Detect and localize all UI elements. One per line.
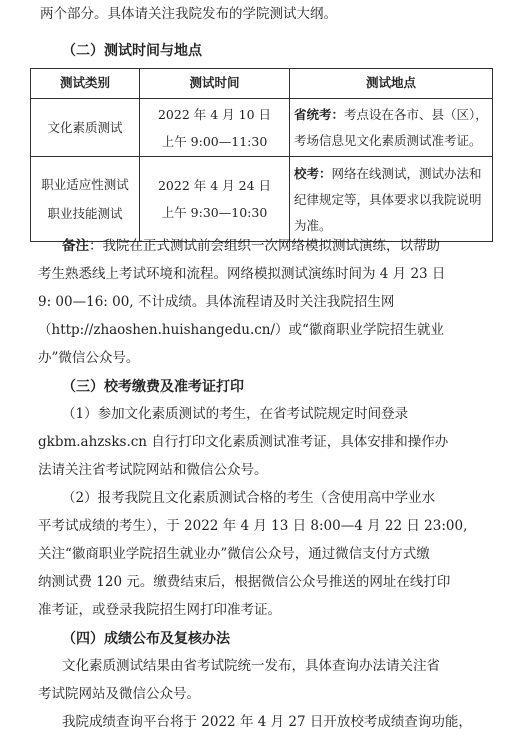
- header-test-time: 测试时间: [140, 69, 290, 99]
- s3-para2-line-4: 纳测试费 120 元。缴费结束后，根据微信公众号推送的网址在线打印: [38, 574, 451, 590]
- schedule-table: [30, 68, 493, 242]
- note-line-2: 考生熟悉线上考试环境和流程。网络模拟测试演练时间为 4 月 23 日: [38, 266, 446, 282]
- row-2-type: [31, 157, 140, 242]
- section-3-heading: （三）校考缴费及准考证打印: [62, 379, 244, 395]
- row-2-location: [290, 157, 493, 242]
- note-text: ：我院在正式测试前会组织一次网络模拟测试演练，以帮助: [89, 238, 440, 254]
- note-line-5: 办”微信公众号。: [38, 350, 140, 366]
- table-row: [31, 157, 493, 242]
- header-test-location: 测试地点: [290, 69, 493, 99]
- row-1-location: [290, 99, 493, 157]
- row-2-time: [140, 157, 290, 242]
- s3-para1-line-1: （1）参加文化素质测试的考生，在省考试院规定时间登录: [62, 406, 409, 422]
- s3-para1-line-2: gkbm.ahzsks.cn 自行打印文化素质测试准考证，具体安排和操作办: [38, 434, 449, 450]
- s4-para1-line-2: 考试院网站及微信公众号。: [38, 686, 200, 702]
- row-1-time: [140, 99, 290, 157]
- location-label: 省统考：: [294, 107, 345, 122]
- time-range: 上午 9:30—10:30: [161, 205, 268, 220]
- table-header-row: [31, 69, 493, 99]
- location-label: 校考：: [294, 165, 332, 181]
- s4-para1-line-1: 文化素质测试结果由省考试院统一发布，具体查询办法请关注省: [62, 658, 440, 674]
- time-range: 上午 9:00—11:30: [161, 133, 268, 149]
- s3-para2-line-1: （2）报考我院且文化素质测试合格的考生（含使用高中学业水: [62, 490, 436, 506]
- s3-para2-line-3: 关注“徽商职业学院招生就业办”微信公众号，通过微信支付方式缴: [38, 546, 430, 562]
- row-1-type: [31, 99, 140, 157]
- s3-para1-line-3: 法请关注省考试院网站和微信公众号。: [38, 462, 268, 478]
- header-test-type: 测试类别: [31, 69, 140, 99]
- section-4-heading: （四）成绩公布及复核办法: [62, 631, 230, 647]
- s3-para2-line-5: 准考证，或登录我院招生网打印准考证。: [38, 602, 281, 618]
- type-line: 文化素质测试: [47, 120, 123, 135]
- section-2-heading: （二）测试时间与地点: [62, 43, 202, 59]
- time-date: 2022 年 4 月 10 日: [157, 106, 272, 122]
- type-line: 职业技能测试: [47, 206, 123, 221]
- type-line: 职业适应性测试: [41, 177, 129, 192]
- location-text: 考点设在各市、县（区），考场信息见文化素质测试准考证。: [294, 107, 488, 148]
- intro-line: 两个部分。具体请关注我院发布的学院测试大纲。: [40, 6, 337, 22]
- table-row: [31, 99, 493, 157]
- note-label: 备注: [62, 238, 89, 254]
- time-date: 2022 年 4 月 24 日: [157, 178, 272, 193]
- note-line-3: 9: 00—16: 00, 不计成绩。具体流程请及时关注我院招生网: [38, 294, 395, 310]
- s3-para2-line-2: 平考试成绩的考生），于 2022 年 4 月 13 日 8:00—4 月 22 日 23:00,: [38, 518, 468, 534]
- note-line-1: [62, 240, 440, 254]
- location-text: 网络在线测试，测试办法和纪律规定等，具体要求以我院说明为准。: [294, 165, 482, 233]
- s4-para2-line-1: 我院成绩查询平台将于 2022 年 4 月 27 日开放校考成绩查询功能，: [62, 714, 472, 730]
- note-line-4: （http://zhaoshen.huishangedu.cn/）或“徽商职业学院招生就业: [38, 322, 444, 338]
